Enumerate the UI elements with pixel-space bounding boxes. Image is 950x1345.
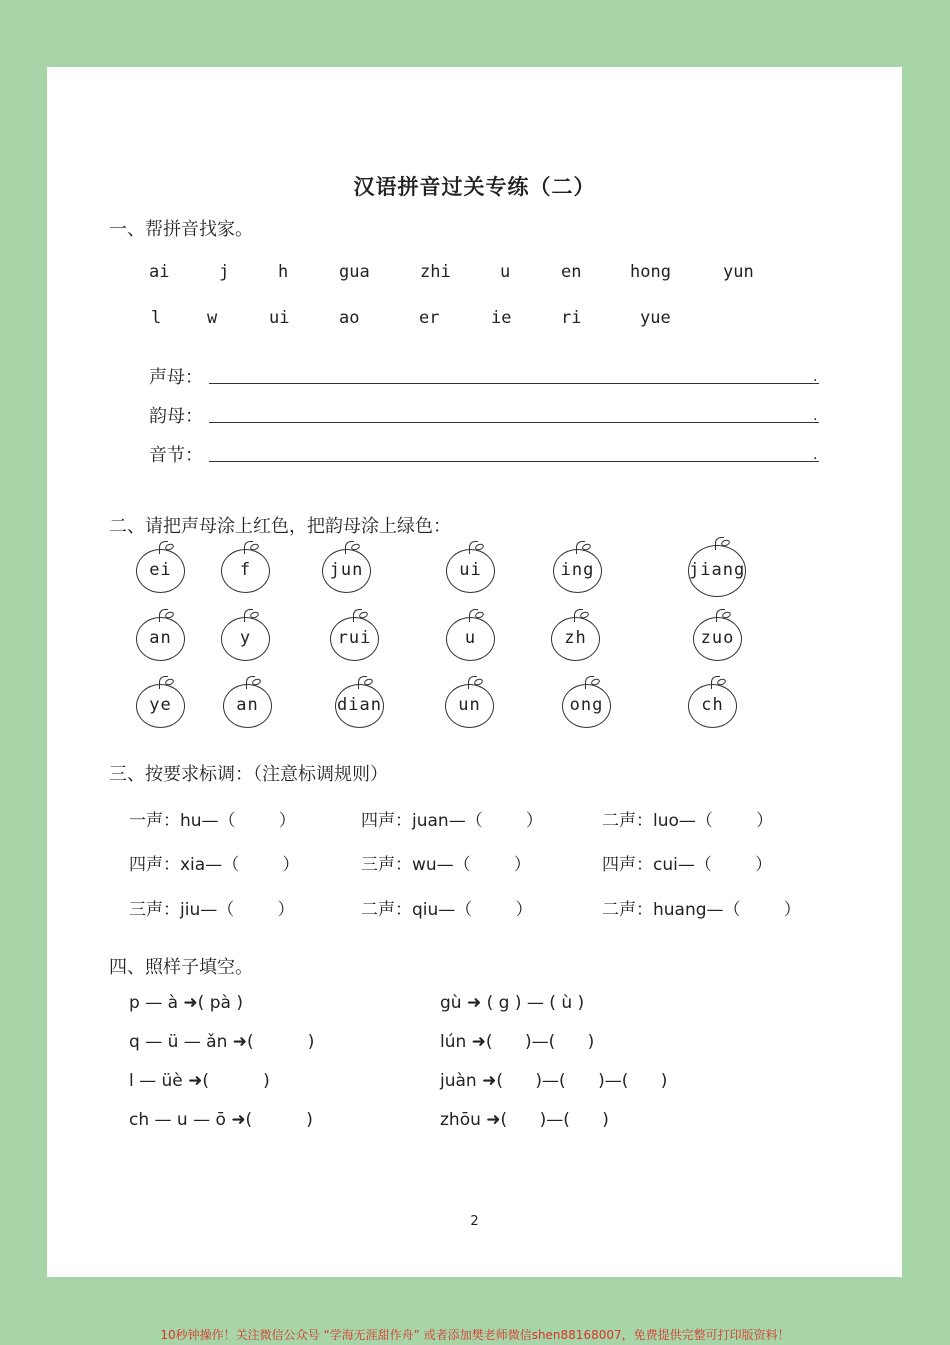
apple-y[interactable]: y: [221, 617, 270, 661]
pinyin-item: ie: [491, 308, 512, 328]
pinyin-item: ai: [149, 262, 170, 282]
pinyin-item: zhi: [420, 262, 451, 282]
apple-jun[interactable]: jun: [322, 549, 371, 593]
pinyin-item: j: [219, 262, 230, 282]
answer-line-yunmu[interactable]: [209, 422, 819, 423]
pinyin-item: w: [207, 308, 218, 328]
example-item: gù ➜ ( g ) — ( ù ): [440, 993, 585, 1013]
pinyin-item: er: [419, 308, 440, 328]
apple-an[interactable]: an: [136, 617, 185, 661]
answer-line-shengmu[interactable]: [209, 383, 819, 384]
apple-zuo[interactable]: zuo: [693, 617, 742, 661]
section4-heading: 四、照样子填空。: [109, 957, 253, 978]
tone-item[interactable]: 二声：qiu—（ ）: [361, 900, 533, 920]
pinyin-item: hong: [630, 262, 671, 282]
apple-ui[interactable]: ui: [446, 549, 495, 593]
pinyin-item: l: [151, 308, 162, 328]
blank-label-yinjie: 音节：: [149, 445, 203, 466]
apple-dian[interactable]: dian: [335, 684, 384, 728]
example-item: p — à ➜( pà ): [129, 993, 243, 1013]
fill-item[interactable]: juàn ➜( )—( )—( ): [440, 1071, 668, 1091]
apple-u[interactable]: u: [446, 617, 495, 661]
apple-ye[interactable]: ye: [136, 684, 185, 728]
tone-item[interactable]: 四声：juan—（ ）: [361, 811, 543, 831]
answer-line-yinjie[interactable]: [209, 461, 819, 462]
pinyin-item: u: [500, 262, 511, 282]
tone-item[interactable]: 四声：cui—（ ）: [602, 855, 773, 875]
pinyin-item: ao: [339, 308, 360, 328]
pinyin-item: en: [561, 262, 582, 282]
fill-item[interactable]: q — ü — ǎn ➜( ): [129, 1032, 315, 1052]
page-title: 汉语拼音过关专练（二）: [353, 175, 596, 199]
apple-ong[interactable]: ong: [562, 684, 611, 728]
fill-item[interactable]: lún ➜( )—( ): [440, 1032, 595, 1052]
section1-heading: 一、帮拼音找家。: [109, 219, 253, 240]
footer-promo-text: 10秒钟操作！关注微信公众号 “学海无涯甜作舟” 或者添加樊老师微信shen88168007，免费提供完整可打印版资料！: [160, 1328, 790, 1342]
pinyin-item: yun: [723, 262, 754, 282]
apple-ch[interactable]: ch: [688, 684, 737, 728]
fill-item[interactable]: l — üè ➜( ): [129, 1071, 270, 1091]
section2-heading: 二、请把声母涂上红色，把韵母涂上绿色：: [109, 516, 451, 537]
apple-f[interactable]: f: [221, 549, 270, 593]
pinyin-item: h: [278, 262, 289, 282]
apple-zh[interactable]: zh: [551, 617, 600, 661]
pinyin-item: ri: [561, 308, 582, 328]
apple-rui[interactable]: rui: [330, 617, 379, 661]
blank-label-shengmu: 声母：: [149, 367, 203, 388]
tone-item[interactable]: 三声：jiu—（ ）: [129, 900, 295, 920]
fill-item[interactable]: ch — u — ō ➜( ): [129, 1110, 313, 1130]
pinyin-item: gua: [339, 262, 370, 282]
apple-un[interactable]: un: [445, 684, 494, 728]
fill-item[interactable]: zhōu ➜( )—( ): [440, 1110, 609, 1130]
page-number: 2: [470, 1214, 479, 1229]
section3-heading: 三、按要求标调：（注意标调规则）: [109, 764, 388, 785]
tone-item[interactable]: 二声：huang—（ ）: [602, 900, 801, 920]
apple-ei[interactable]: ei: [136, 549, 185, 593]
apple-jiang[interactable]: jiang: [688, 545, 746, 597]
tone-item[interactable]: 二声：luo—（ ）: [602, 811, 774, 831]
pinyin-item: yue: [640, 308, 671, 328]
tone-item[interactable]: 一声：hu—（ ）: [129, 811, 296, 831]
blank-label-yunmu: 韵母：: [149, 406, 203, 427]
worksheet-page: 汉语拼音过关专练（二） 一、帮拼音找家。 ai j h gua zhi u en hong yun l w ui ao er ie ri yue 声母： . 韵母： . 音节： . 二、请把声母涂上红色，把韵母涂上绿色： ei f jun ui ing jiang an y rui u zh zuo ye an dian un ong ch 三、按要求标调：（注意标调规则） 一声：hu—（ ） 四声：juan—（ ） 二声：luo—（ ） 四声：xia—（ ） 三声：wu—（ ） 四声：cui—（ ） 三声：jiu—（ ） 二声：qiu—（ ） 二声：huang—（ ） 四、照样子填空。 p — à ➜( pà ) q — ü — ǎn ➜( ) l — üè ➜( ) ch — u — ō ➜( ) gù ➜ ( g ) — ( ù ) lún ➜( )—( ) juàn ➜( )—( )—( ) zhōu ➜( )—( ) 2: [47, 67, 902, 1277]
pinyin-item: ui: [269, 308, 290, 328]
tone-item[interactable]: 四声：xia—（ ）: [129, 855, 300, 875]
apple-ing[interactable]: ing: [553, 549, 602, 593]
apple-an[interactable]: an: [223, 684, 272, 728]
tone-item[interactable]: 三声：wu—（ ）: [361, 855, 531, 875]
